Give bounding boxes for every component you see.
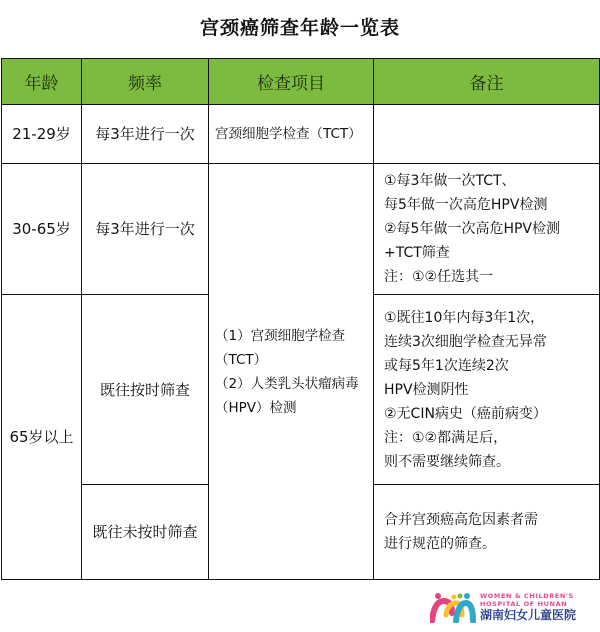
frequency-cell: 既往按时筛查 (82, 295, 209, 485)
note-line: ②每5年做一次高危HPV检测 (384, 221, 561, 237)
hospital-logo-icon (430, 591, 476, 623)
frequency-cell: 每3年进行一次 (82, 105, 209, 164)
header-note: 备注 (374, 59, 600, 105)
note-line: 则不需要继续筛查。 (384, 453, 510, 470)
note-line: 连续3次细胞学检查无异常 (384, 333, 547, 350)
header-frequency: 频率 (82, 59, 209, 105)
note-line: 注：①②任选其一 (384, 269, 494, 285)
note-line: 进行规范的筛查。 (384, 536, 496, 552)
note-line: ①既往10年内每3年1次， (384, 309, 545, 326)
screening-table (1, 58, 600, 580)
frequency-cell: 既往未按时筛查 (82, 485, 209, 580)
note-cell (374, 164, 600, 295)
age-cell: 21-29岁 (2, 105, 82, 164)
page-title: 宫颈癌筛查年龄一览表 (199, 17, 400, 39)
hospital-logo-text (480, 592, 576, 623)
table-row (2, 105, 600, 164)
logo-english-line1: WOMEN & CHILDREN'S (480, 591, 574, 600)
item-cell: 宫颈细胞学检查（TCT） (209, 105, 374, 164)
item-line: （TCT） (215, 351, 268, 368)
item-line: （1）宫颈细胞学检查 (215, 327, 346, 344)
note-cell (374, 105, 600, 164)
note-line: 注：①②都满足后， (384, 429, 508, 446)
table-header-row (2, 59, 600, 105)
note-cell (374, 485, 600, 580)
note-line: 合并宫颈癌高危因素者需 (384, 512, 538, 528)
note-line: 或每5年1次连续2次 (384, 357, 509, 374)
note-line: 每5年做一次高危HPV检测 (384, 197, 548, 213)
item-cell-shared (209, 164, 374, 580)
hospital-logo (430, 590, 600, 624)
note-line: ①每3年做一次TCT、 (384, 173, 516, 189)
age-cell: 65岁以上 (2, 295, 82, 580)
logo-english-line2: HOSPITAL OF HUNAN (480, 599, 568, 608)
table-row (2, 164, 600, 295)
header-item: 检查项目 (209, 59, 374, 105)
note-cell (374, 295, 600, 485)
age-cell: 30-65岁 (2, 164, 82, 295)
frequency-cell: 每3年进行一次 (82, 164, 209, 295)
header-age: 年龄 (2, 59, 82, 105)
note-line: ②无CIN病史（癌前病变） (384, 405, 547, 422)
logo-chinese-name: 湖南妇女儿童医院 (480, 607, 577, 622)
item-line: （HPV）检测 (215, 399, 297, 416)
item-line: （2）人类乳头状瘤病毒 (215, 375, 359, 392)
note-line: HPV检测阴性 (384, 381, 469, 398)
note-line: +TCT筛查 (384, 245, 450, 261)
